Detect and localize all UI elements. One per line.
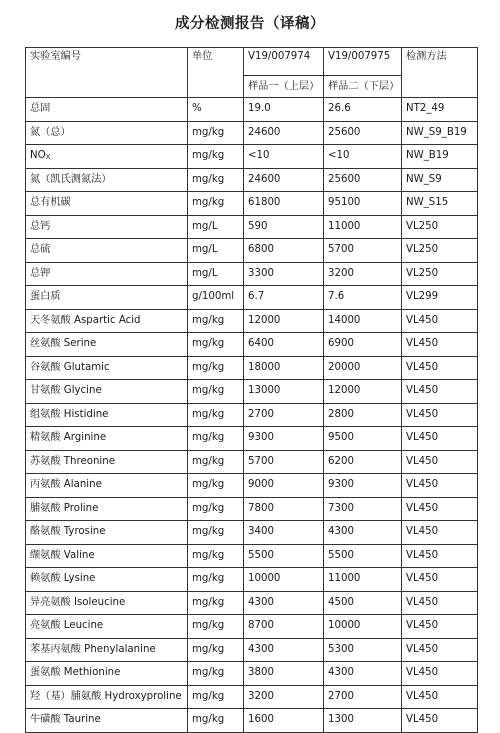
cell-method: VL450 — [402, 497, 478, 521]
cell-method: VL250 — [402, 239, 478, 263]
cell-unit: mg/kg — [188, 403, 244, 427]
cell-sample1: 13000 — [244, 380, 324, 404]
cell-unit: mg/kg — [188, 521, 244, 545]
cell-item: 氮（总） — [26, 121, 188, 145]
cell-unit: mg/kg — [188, 662, 244, 686]
cell-sample2: 1300 — [324, 709, 402, 733]
header-lab-no: 实验室编号 — [26, 48, 188, 98]
cell-unit: g/100ml — [188, 286, 244, 310]
cell-sample1: 3800 — [244, 662, 324, 686]
cell-sample2: 25600 — [324, 121, 402, 145]
cell-method: NW_S9 — [402, 168, 478, 192]
cell-unit: mg/kg — [188, 615, 244, 639]
cell-item: 总硫 — [26, 239, 188, 263]
cell-unit: mg/L — [188, 239, 244, 263]
cell-method: VL250 — [402, 262, 478, 286]
cell-item: 氮（凯氏测氮法） — [26, 168, 188, 192]
cell-sample1: 5700 — [244, 450, 324, 474]
cell-sample1: 3300 — [244, 262, 324, 286]
cell-sample1: 3400 — [244, 521, 324, 545]
cell-sample2: 9500 — [324, 427, 402, 451]
cell-sample1: 4300 — [244, 638, 324, 662]
cell-sample2: 5300 — [324, 638, 402, 662]
cell-unit: mg/kg — [188, 309, 244, 333]
cell-method: VL450 — [402, 685, 478, 709]
cell-sample2: 5500 — [324, 544, 402, 568]
cell-method: VL450 — [402, 450, 478, 474]
cell-method: VL450 — [402, 615, 478, 639]
cell-sample1: 5500 — [244, 544, 324, 568]
cell-method: NT2_49 — [402, 98, 478, 122]
cell-sample2: 25600 — [324, 168, 402, 192]
cell-method: VL450 — [402, 544, 478, 568]
cell-sample1: 19.0 — [244, 98, 324, 122]
cell-method: NW_B19 — [402, 145, 478, 169]
cell-sample2: 6900 — [324, 333, 402, 357]
cell-item: 蛋氨酸 Methionine — [26, 662, 188, 686]
header-sample2-name: 样品二（下层） — [324, 76, 402, 98]
cell-unit: mg/kg — [188, 544, 244, 568]
cell-unit: mg/kg — [188, 427, 244, 451]
cell-sample1: 6400 — [244, 333, 324, 357]
cell-unit: mg/kg — [188, 568, 244, 592]
cell-sample1: 24600 — [244, 168, 324, 192]
cell-method: VL450 — [402, 474, 478, 498]
cell-sample2: 3200 — [324, 262, 402, 286]
cell-item: 丝氨酸 Serine — [26, 333, 188, 357]
cell-sample1: 4300 — [244, 591, 324, 615]
table-row — [26, 121, 478, 145]
table-row — [26, 450, 478, 474]
table-row — [26, 309, 478, 333]
table-row — [26, 192, 478, 216]
table-row — [26, 427, 478, 451]
cell-unit: mg/kg — [188, 145, 244, 169]
cell-unit: mg/kg — [188, 709, 244, 733]
cell-sample1: <10 — [244, 145, 324, 169]
cell-item: 羟（基）脯氨酸 Hydroxyproline — [26, 685, 188, 709]
cell-sample2: 2700 — [324, 685, 402, 709]
cell-unit: mg/kg — [188, 497, 244, 521]
cell-item: 精氨酸 Arginine — [26, 427, 188, 451]
cell-item: 丙氨酸 Alanine — [26, 474, 188, 498]
cell-sample2: 9300 — [324, 474, 402, 498]
header-sample1-id: V19/007974 — [244, 48, 324, 76]
cell-sample2: 7300 — [324, 497, 402, 521]
cell-unit: mg/kg — [188, 356, 244, 380]
cell-sample1: 9300 — [244, 427, 324, 451]
table-row — [26, 380, 478, 404]
table-row — [26, 615, 478, 639]
cell-sample2: 6200 — [324, 450, 402, 474]
cell-sample2: 5700 — [324, 239, 402, 263]
cell-method: VL450 — [402, 521, 478, 545]
cell-item: 组氨酸 Histidine — [26, 403, 188, 427]
cell-item: 异亮氨酸 Isoleucine — [26, 591, 188, 615]
cell-method: VL450 — [402, 427, 478, 451]
cell-sample1: 24600 — [244, 121, 324, 145]
cell-method: VL450 — [402, 333, 478, 357]
cell-item: 赖氨酸 Lysine — [26, 568, 188, 592]
cell-method: VL450 — [402, 568, 478, 592]
cell-sample1: 2700 — [244, 403, 324, 427]
cell-item: 蛋白质 — [26, 286, 188, 310]
cell-unit: mg/L — [188, 262, 244, 286]
table-row — [26, 356, 478, 380]
cell-sample2: 20000 — [324, 356, 402, 380]
report-title: 成分检测报告（译稿） — [175, 16, 325, 32]
table-row — [26, 145, 478, 169]
cell-unit: mg/kg — [188, 591, 244, 615]
cell-sample1: 3200 — [244, 685, 324, 709]
table-row — [26, 333, 478, 357]
cell-item: 牛磺酸 Taurine — [26, 709, 188, 733]
cell-sample1: 590 — [244, 215, 324, 239]
table-row — [26, 403, 478, 427]
cell-sample2: 4500 — [324, 591, 402, 615]
cell-sample2: <10 — [324, 145, 402, 169]
cell-sample1: 8700 — [244, 615, 324, 639]
cell-sample1: 18000 — [244, 356, 324, 380]
cell-item: $NO_X$ — [26, 145, 188, 169]
table-row — [26, 262, 478, 286]
header-method: 检测方法 — [402, 48, 478, 98]
cell-unit: mg/kg — [188, 168, 244, 192]
cell-method: VL450 — [402, 380, 478, 404]
cell-method: VL450 — [402, 356, 478, 380]
cell-sample2: 11000 — [324, 215, 402, 239]
table-row — [26, 215, 478, 239]
cell-method: NW_S15 — [402, 192, 478, 216]
cell-item: 总固 — [26, 98, 188, 122]
table-row — [26, 239, 478, 263]
table-row — [26, 568, 478, 592]
cell-unit: mg/kg — [188, 685, 244, 709]
cell-method: VL450 — [402, 309, 478, 333]
cell-sample2: 26.6 — [324, 98, 402, 122]
table-row — [26, 98, 478, 122]
cell-method: NW_S9_B19 — [402, 121, 478, 145]
cell-sample2: 4300 — [324, 521, 402, 545]
cell-sample1: 9000 — [244, 474, 324, 498]
cell-sample1: 6.7 — [244, 286, 324, 310]
cell-item: 总有机碳 — [26, 192, 188, 216]
table-row — [26, 544, 478, 568]
cell-method: VL450 — [402, 709, 478, 733]
cell-item: 缬氨酸 Valine — [26, 544, 188, 568]
cell-sample1: 10000 — [244, 568, 324, 592]
cell-item: 苏氨酸 Threonine — [26, 450, 188, 474]
cell-unit: mg/kg — [188, 638, 244, 662]
cell-item: 亮氨酸 Leucine — [26, 615, 188, 639]
cell-item: 脯氨酸 Proline — [26, 497, 188, 521]
cell-sample1: 61800 — [244, 192, 324, 216]
table-row — [26, 521, 478, 545]
cell-unit: mg/L — [188, 215, 244, 239]
table-row — [26, 591, 478, 615]
cell-unit: mg/kg — [188, 474, 244, 498]
cell-unit: mg/kg — [188, 333, 244, 357]
cell-sample2: 7.6 — [324, 286, 402, 310]
table-row — [26, 168, 478, 192]
header-row — [26, 48, 478, 76]
cell-sample2: 4300 — [324, 662, 402, 686]
cell-item: 苯基丙氨酸 Phenylalanine — [26, 638, 188, 662]
cell-sample2: 2800 — [324, 403, 402, 427]
table-row — [26, 709, 478, 733]
table-row — [26, 662, 478, 686]
cell-unit: mg/kg — [188, 192, 244, 216]
cell-method: VL450 — [402, 662, 478, 686]
results-table — [25, 47, 478, 733]
cell-method: VL450 — [402, 638, 478, 662]
cell-method: VL450 — [402, 591, 478, 615]
cell-method: VL299 — [402, 286, 478, 310]
cell-item: 天冬氨酸 Aspartic Acid — [26, 309, 188, 333]
header-unit: 单位 — [188, 48, 244, 98]
table-row — [26, 497, 478, 521]
cell-unit: % — [188, 98, 244, 122]
header-sample2-id: V19/007975 — [324, 48, 402, 76]
cell-item: 谷氨酸 Glutamic — [26, 356, 188, 380]
cell-sample1: 1600 — [244, 709, 324, 733]
cell-unit: mg/kg — [188, 380, 244, 404]
table-row — [26, 286, 478, 310]
cell-sample2: 95100 — [324, 192, 402, 216]
cell-sample2: 10000 — [324, 615, 402, 639]
cell-method: VL450 — [402, 403, 478, 427]
header-sample1-name: 样品一（上层） — [244, 76, 324, 98]
cell-sample1: 12000 — [244, 309, 324, 333]
cell-method: VL250 — [402, 215, 478, 239]
cell-item: 酪氨酸 Tyrosine — [26, 521, 188, 545]
cell-sample1: 7800 — [244, 497, 324, 521]
cell-item: 总钾 — [26, 262, 188, 286]
cell-item: 总钙 — [26, 215, 188, 239]
cell-sample2: 11000 — [324, 568, 402, 592]
table-row — [26, 474, 478, 498]
cell-item: 甘氨酸 Glycine — [26, 380, 188, 404]
cell-sample2: 14000 — [324, 309, 402, 333]
cell-sample1: 6800 — [244, 239, 324, 263]
cell-unit: mg/kg — [188, 450, 244, 474]
table-row — [26, 638, 478, 662]
cell-sample2: 12000 — [324, 380, 402, 404]
table-row — [26, 685, 478, 709]
cell-unit: mg/kg — [188, 121, 244, 145]
